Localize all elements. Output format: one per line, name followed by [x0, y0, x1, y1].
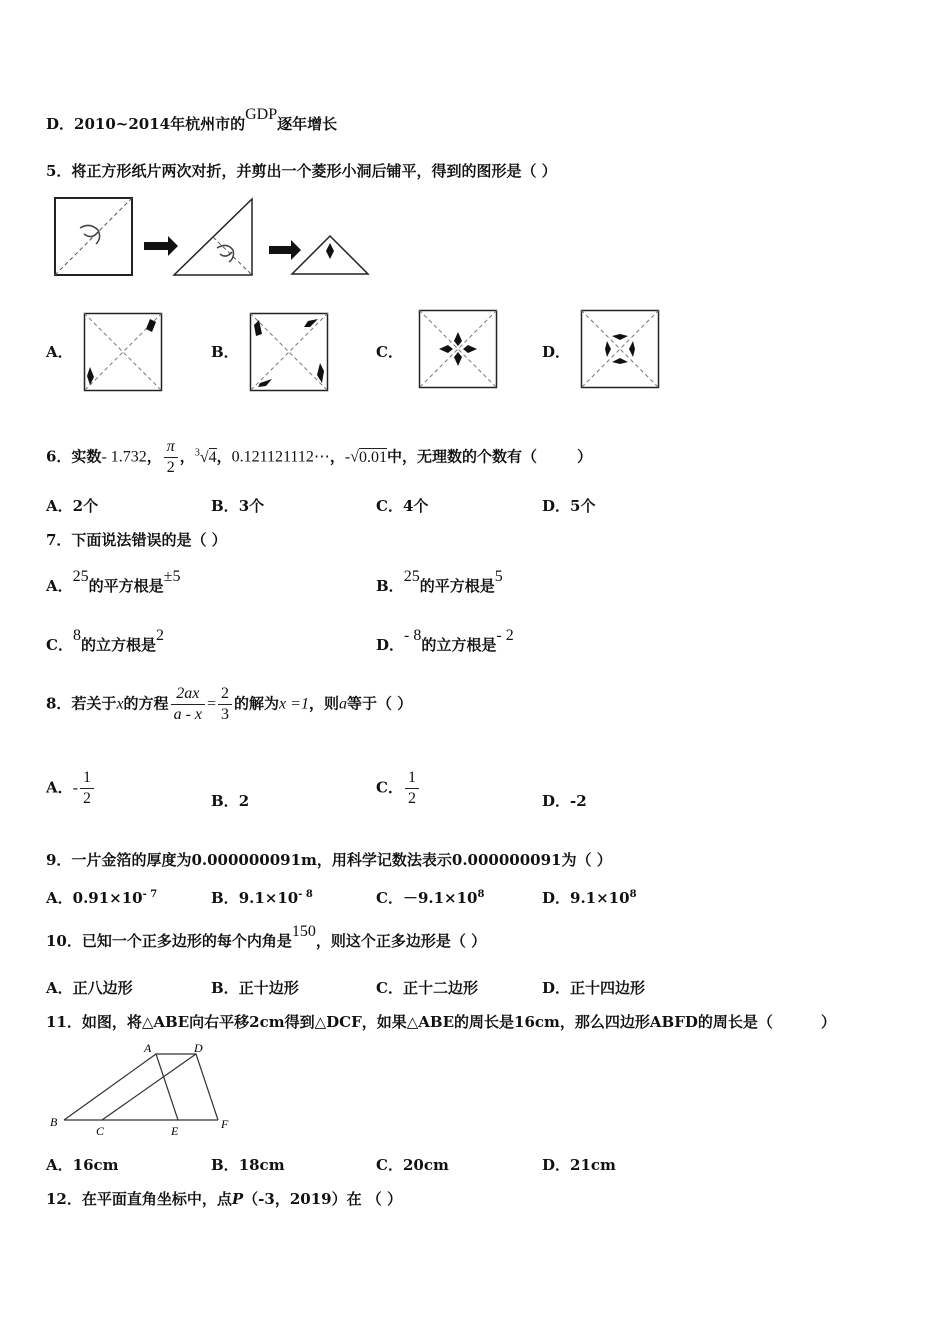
q6-option-c[interactable]: [376, 496, 428, 516]
q8-prefix: 8．若关于: [46, 694, 117, 713]
q10-prefix: 10．已知一个正多边形的每个内角是: [46, 932, 292, 950]
option-text: 5个: [570, 497, 596, 515]
option-label: B．: [211, 792, 239, 810]
option-label: D．: [542, 889, 571, 907]
q10-option-b[interactable]: [211, 978, 299, 998]
q7-option-a[interactable]: [46, 568, 181, 597]
base: －9.1×10: [402, 889, 478, 907]
option-label: A．: [46, 979, 73, 997]
q6-sqrt: √0.01: [350, 448, 387, 466]
q6-close: ）: [576, 447, 592, 466]
q4-option-d: [46, 106, 338, 135]
q11-option-c[interactable]: [376, 1155, 449, 1175]
q8-option-a[interactable]: [46, 768, 96, 809]
option-text: 的立方根是: [421, 636, 497, 654]
option-label: C．: [376, 778, 403, 797]
q4d-text-b: 逐年增长: [277, 115, 338, 133]
option-text: 2个: [72, 497, 99, 515]
q8-option-c[interactable]: [376, 768, 421, 809]
q5-option-d-figure[interactable]: [581, 310, 659, 388]
q8-sol: 的解为: [234, 694, 280, 713]
q8-option-b[interactable]: [211, 791, 249, 811]
sqrt-val: 0.01: [358, 448, 387, 466]
point-a: A: [144, 1041, 152, 1055]
num: π: [164, 437, 178, 458]
q6-neg: -: [344, 448, 351, 466]
option-text: 正十二边形: [402, 979, 478, 997]
q5-option-b[interactable]: [211, 342, 239, 362]
value: - 8: [404, 627, 422, 644]
option-label: D．: [376, 636, 405, 654]
option-label: A．: [46, 497, 73, 515]
q7-question: 7．下面说法错误的是（ ）: [46, 531, 227, 549]
q5-option-a-figure[interactable]: [84, 313, 162, 391]
sep: ，: [179, 447, 195, 466]
value: 25: [72, 568, 89, 585]
num: 1: [405, 768, 419, 789]
var-a: a: [338, 695, 347, 713]
base: 0.91×10: [72, 889, 143, 907]
option-text: 21cm: [570, 1156, 616, 1174]
point-e: E: [171, 1124, 179, 1138]
q7-option-d[interactable]: [376, 627, 514, 656]
q8-end: 等于（ ）: [346, 694, 413, 713]
sep: ，: [329, 447, 345, 466]
q12-prefix: 12．在平面直角坐标中，点: [46, 1190, 232, 1208]
q9-option-a[interactable]: [46, 885, 157, 908]
q11-text: 11．如图，将△ABE向右平移2cm得到△DCF，如果△ABE的周长是16cm，那么四边形ABFD的周长是（: [46, 1013, 773, 1031]
angle: 150: [291, 923, 316, 940]
option-label: D．: [542, 1156, 571, 1174]
option-label: A．: [46, 889, 73, 907]
q9-option-c[interactable]: [376, 885, 484, 908]
base: 9.1×10: [238, 889, 299, 907]
den: 2: [407, 790, 416, 807]
q8-question: [46, 684, 412, 725]
q11-figure: [46, 1040, 236, 1140]
option-text: 的平方根是: [419, 577, 495, 595]
q8-mid: 的方程: [123, 694, 169, 713]
q7-option-b[interactable]: [376, 568, 503, 597]
arrow-right-icon-2: [269, 240, 301, 260]
q12-suffix: （-3，2019）在 （ ）: [243, 1190, 403, 1208]
q6-question: [46, 437, 592, 478]
sep: ，: [146, 447, 162, 466]
value: 8: [72, 627, 81, 644]
q5-option-c[interactable]: [376, 342, 403, 362]
option-label: B．: [376, 577, 404, 595]
exp: 8: [477, 889, 485, 900]
arrow-right-icon: [144, 236, 178, 256]
option-label: B．: [211, 1156, 239, 1174]
option-text: -2: [570, 792, 587, 810]
exp: - 8: [298, 889, 313, 900]
q10-suffix: ，则这个正多边形是（ ）: [315, 932, 487, 950]
q8-then: ，则: [308, 694, 339, 713]
q8-xeq: x =1: [279, 695, 309, 713]
point-b: B: [50, 1115, 58, 1129]
q6-option-a[interactable]: [46, 496, 98, 516]
den: a - x: [173, 706, 202, 723]
q9-option-d[interactable]: [542, 885, 637, 908]
option-text: 的平方根是: [88, 577, 164, 595]
q5-option-a[interactable]: [46, 342, 73, 362]
q6-pi-over-2: [164, 437, 178, 478]
q9-option-b[interactable]: [211, 885, 313, 908]
den: 2: [82, 790, 91, 807]
q6-n1: - 1.732: [101, 448, 147, 466]
q6-option-d[interactable]: [542, 496, 595, 516]
option-label: A．: [46, 778, 73, 797]
q5-question: 5．将正方形纸片两次对折，并剪出一个菱形小洞后铺平，得到的图形是（ ）: [46, 162, 557, 180]
q10-option-c[interactable]: [376, 978, 478, 998]
value: - 2: [496, 627, 514, 644]
point-p: P: [231, 1190, 244, 1208]
option-text: 18cm: [238, 1156, 285, 1174]
q6-option-b[interactable]: [211, 496, 264, 516]
option-label: C．: [46, 636, 73, 654]
q11-option-a[interactable]: [46, 1155, 119, 1175]
option-text: 20cm: [402, 1156, 449, 1174]
q11-question: [46, 1012, 836, 1032]
eq: =: [207, 695, 217, 713]
q4d-text-a: 2010~2014年杭州市的: [74, 115, 246, 133]
cbrt-val: 4: [208, 448, 217, 466]
cbrt-index: 3: [194, 447, 200, 459]
triangle-dcf: [102, 1054, 218, 1120]
option-text: 正八边形: [72, 979, 133, 997]
diamond-cut-icon: [326, 243, 334, 259]
option-text: 正十四边形: [570, 979, 646, 997]
option-label: A．: [46, 343, 73, 361]
q5-fold-figure: [54, 196, 374, 278]
num: 2ax: [171, 684, 205, 705]
option-label: C．: [376, 889, 403, 907]
value: ±5: [163, 568, 181, 585]
value: 5: [494, 568, 503, 585]
option-label: B．: [211, 889, 239, 907]
option-text: 3个: [238, 497, 265, 515]
q5-option-d[interactable]: [542, 342, 570, 362]
q6-suffix: 中，无理数的个数有（: [386, 447, 537, 466]
value: 25: [403, 568, 420, 585]
option-label: B．: [211, 343, 239, 361]
q8-option-d[interactable]: [542, 791, 587, 811]
q5-option-c-figure[interactable]: [419, 310, 497, 388]
option-label: D．: [542, 497, 571, 515]
scissors-icon-2: [217, 245, 234, 262]
q7-option-c[interactable]: [46, 627, 164, 656]
point-d: D: [194, 1041, 203, 1055]
option-text: 2: [238, 792, 250, 810]
option-label: D．: [46, 115, 75, 133]
q6-prefix: 6．实数: [46, 447, 102, 466]
var-x: x: [116, 695, 124, 713]
exp: 8: [629, 889, 637, 900]
option-text: 16cm: [72, 1156, 119, 1174]
q9-question: 9．一片金箔的厚度为0.000000091m，用科学记数法表示0.000000091为（ ）: [46, 851, 612, 869]
den: 3: [221, 706, 230, 723]
q10-option-a[interactable]: [46, 978, 133, 998]
option-label: B．: [211, 979, 239, 997]
q6-cbrt: $^3$√4: [194, 447, 217, 466]
q12-question: [46, 1189, 402, 1209]
triangle-abe: [64, 1054, 178, 1120]
option-label: B．: [211, 497, 239, 515]
option-label: D．: [542, 343, 571, 361]
q11-close: ）: [820, 1013, 836, 1031]
point-f: F: [221, 1117, 229, 1131]
point-c: C: [96, 1124, 105, 1138]
q5-option-b-figure[interactable]: [250, 313, 328, 391]
option-label: A．: [46, 1156, 73, 1174]
q11-option-d[interactable]: [542, 1155, 616, 1175]
option-text: 的立方根是: [80, 636, 156, 654]
option-label: C．: [376, 1156, 403, 1174]
sep: ，: [216, 447, 232, 466]
option-label: D．: [542, 979, 571, 997]
scissors-icon: [80, 225, 100, 244]
q10-option-d[interactable]: [542, 978, 645, 998]
base: 9.1×10: [570, 889, 630, 907]
gdp-term: GDP: [245, 106, 278, 123]
option-label: C．: [376, 497, 403, 515]
q6-decimal: 0.121121112⋯: [231, 448, 330, 466]
value: 2: [155, 627, 164, 644]
den: 2: [166, 459, 175, 476]
frac: [80, 768, 94, 809]
exp: - 7: [142, 889, 158, 900]
option-label: C．: [376, 343, 403, 361]
option-label: C．: [376, 979, 403, 997]
q8-lhs: [171, 684, 205, 725]
q8-rhs: [218, 684, 232, 725]
option-label: D．: [542, 792, 571, 810]
q10-question: [46, 923, 487, 952]
frac: [405, 768, 419, 809]
option-label: A．: [46, 577, 73, 595]
sign: -: [72, 779, 78, 797]
option-text: 4个: [402, 497, 429, 515]
option-text: 正十边形: [238, 979, 299, 997]
num: 1: [80, 768, 94, 789]
num: 2: [218, 684, 232, 705]
q11-option-b[interactable]: [211, 1155, 285, 1175]
